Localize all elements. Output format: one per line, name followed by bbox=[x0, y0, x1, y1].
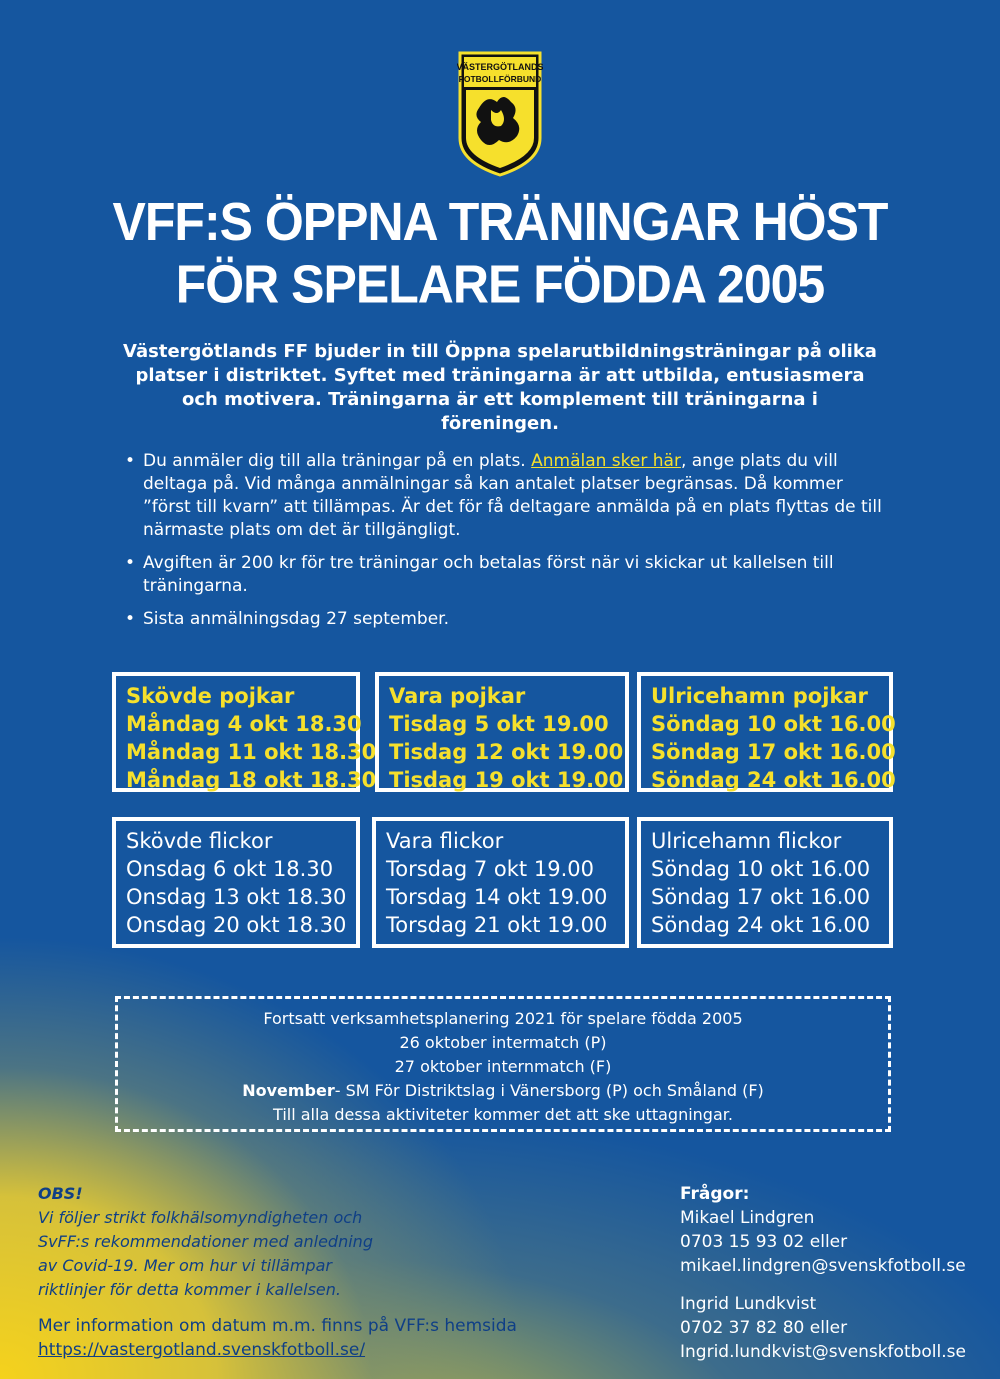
schedule-date: Måndag 18 okt 18.30 bbox=[126, 768, 377, 792]
contact-heading: Frågor: bbox=[680, 1184, 750, 1204]
planning-box bbox=[115, 996, 891, 1132]
intro-paragraph: Västergötlands FF bjuder in till Öppna spelarutbildningsträningar på olika platser i distriktet. Syftet med träningarna är att utbilda, entusiasmera och motivera. Träningarna är ett komplement till träningarna i föreningen. bbox=[123, 341, 877, 434]
plan-line: November- SM För Distriktslag i Vänersborg (P) och Småland (F) bbox=[242, 1081, 764, 1100]
schedule-skovde-girls bbox=[112, 817, 360, 948]
schedule-date: Tisdag 19 okt 19.00 bbox=[389, 768, 624, 792]
schedule-ulricehamn-girls bbox=[637, 817, 893, 948]
contact-name: Mikael Lindgren bbox=[680, 1208, 815, 1228]
contact-name: Ingrid Lundkvist bbox=[680, 1294, 817, 1314]
contact-phone: 0702 37 82 80 eller bbox=[680, 1318, 848, 1338]
registration-link[interactable]: Anmälan sker här bbox=[531, 451, 681, 471]
contact-phone: 0703 15 93 02 eller bbox=[680, 1232, 848, 1252]
schedule-date: Måndag 4 okt 18.30 bbox=[126, 712, 362, 736]
contact-info bbox=[680, 1182, 990, 1364]
info-bullet-list bbox=[125, 450, 885, 641]
schedule-title: Skövde pojkar bbox=[126, 684, 295, 708]
schedule-date: Söndag 24 okt 16.00 bbox=[651, 768, 896, 792]
page-title bbox=[0, 190, 1000, 315]
title-line-1: VFF:S ÖPPNA TRÄNINGAR HÖST bbox=[112, 191, 888, 252]
schedule-date: Måndag 11 okt 18.30 bbox=[126, 740, 377, 764]
bullet-fee: • Avgiften är 200 kr för tre träningar och betalas först när vi skickar ut kallelsen till träningarna. bbox=[125, 552, 885, 598]
plan-line: Till alla dessa aktiviteter kommer det att ske uttagningar. bbox=[273, 1105, 733, 1124]
schedule-date: Onsdag 13 okt 18.30 bbox=[126, 885, 347, 909]
schedule-date: Torsdag 7 okt 19.00 bbox=[386, 857, 594, 881]
schedule-date: Söndag 17 okt 16.00 bbox=[651, 740, 896, 764]
schedule-date: Torsdag 21 okt 19.00 bbox=[386, 913, 608, 937]
obs-heading: OBS! bbox=[38, 1184, 83, 1203]
title-line-2: FÖR SPELARE FÖDDA 2005 bbox=[175, 254, 825, 315]
vff-logo bbox=[457, 50, 543, 178]
schedule-date: Onsdag 20 okt 18.30 bbox=[126, 913, 347, 937]
bullet-registration: • Du anmäler dig till alla träningar på en plats. Anmälan sker här, ange plats du vill deltaga på. Vid många anmälningar så kan antalet platser begränsas. Då kommer ”först till kvarn” att tillämpas. Är det för få deltagare anmälda på en plats flyttas de till närmaste plats om det är tillgängligt. bbox=[125, 450, 885, 542]
schedule-ulricehamn-boys bbox=[637, 672, 896, 792]
schedule-date: Söndag 10 okt 16.00 bbox=[651, 712, 896, 736]
contact-email[interactable]: mikael.lindgren@svenskfotboll.se bbox=[680, 1256, 966, 1276]
logo-line2: FOTBOLLFÖRBUND bbox=[458, 74, 542, 84]
schedule-title: Ulricehamn pojkar bbox=[651, 684, 868, 708]
schedule-date: Onsdag 6 okt 18.30 bbox=[126, 857, 334, 881]
website-link[interactable]: https://vastergotland.svenskfotboll.se/ bbox=[38, 1340, 366, 1360]
logo-line1: VÄSTERGÖTLANDS bbox=[457, 62, 543, 72]
more-info-text: Mer information om datum m.m. finns på VFF:s hemsida bbox=[38, 1316, 517, 1336]
obs-notice: OBS! Vi följer strikt folkhälsomyndigheten och SvFF:s rekommendationer med anledning av Covid-19. Mer om hur vi tillämpar riktlinjer för detta kommer i kallelsen. bbox=[38, 1182, 438, 1302]
schedule-title: Vara flickor bbox=[386, 829, 504, 853]
schedule-title: Skövde flickor bbox=[126, 829, 273, 853]
plan-line: 26 oktober intermatch (P) bbox=[399, 1033, 607, 1052]
more-info bbox=[38, 1314, 558, 1362]
contact-email[interactable]: Ingrid.lundkvist@svenskfotboll.se bbox=[680, 1342, 966, 1362]
schedule-skovde-boys bbox=[112, 672, 377, 792]
plan-heading: Fortsatt verksamhetsplanering 2021 för spelare födda 2005 bbox=[263, 1009, 743, 1028]
schedule-date: Tisdag 5 okt 19.00 bbox=[389, 712, 609, 736]
schedule-date: Söndag 24 okt 16.00 bbox=[651, 913, 871, 937]
schedule-date: Söndag 17 okt 16.00 bbox=[651, 885, 871, 909]
schedule-date: Söndag 10 okt 16.00 bbox=[651, 857, 871, 881]
schedule-vara-girls bbox=[372, 817, 629, 948]
plan-line: 27 oktober internmatch (F) bbox=[394, 1057, 612, 1076]
schedule-title: Vara pojkar bbox=[389, 684, 526, 708]
schedule-date: Tisdag 12 okt 19.00 bbox=[389, 740, 624, 764]
bullet-deadline: • Sista anmälningsdag 27 september. bbox=[125, 608, 885, 631]
schedule-vara-boys bbox=[375, 672, 629, 792]
schedule-date: Torsdag 14 okt 19.00 bbox=[386, 885, 608, 909]
schedule-title: Ulricehamn flickor bbox=[651, 829, 842, 853]
